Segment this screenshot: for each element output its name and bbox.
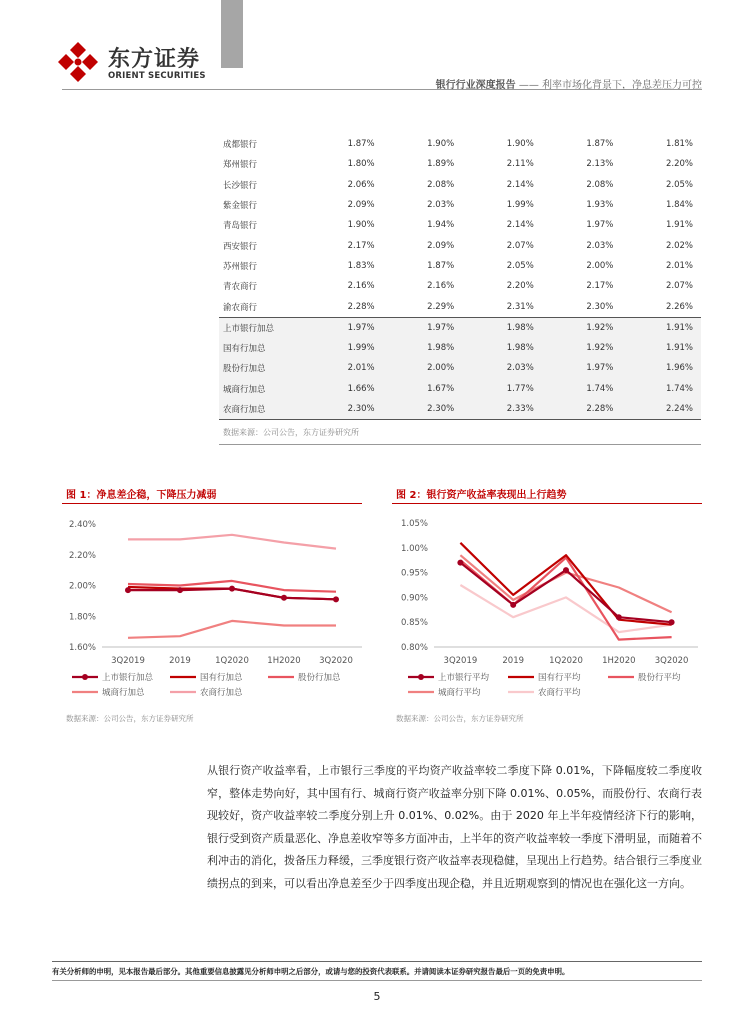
table-cell-value: 1.98% [383, 338, 463, 358]
x-tick-label: 1H2020 [602, 656, 636, 666]
table-cell-value: 1.81% [665, 139, 693, 150]
table-row [219, 134, 701, 154]
x-tick-label: 3Q2020 [319, 656, 353, 666]
table-cell-value: 2.08% [586, 179, 614, 190]
table-cell-value: 1.98% [462, 338, 542, 358]
table-cell-bank-name: 渝农商行 [223, 302, 258, 313]
table-row [219, 399, 701, 420]
table-cell-value: 1.83% [347, 260, 375, 271]
legend-label: 农商行平均 [538, 688, 581, 698]
table-cell-value: 1.92% [542, 338, 622, 358]
table-row [219, 379, 701, 399]
table-row [219, 256, 701, 276]
table-row [219, 195, 701, 215]
data-point [125, 587, 131, 593]
table-cell-value: 2.17% [347, 240, 375, 251]
table-cell-value: 2.11% [506, 159, 534, 170]
table-cell-value: 1.94% [427, 220, 455, 231]
table-cell-value: 1.87% [586, 139, 614, 150]
legend-label: 农商行加总 [200, 688, 243, 698]
table-cell-value: 1.92% [542, 317, 622, 338]
legend-label: 上市银行加总 [102, 673, 154, 683]
data-point [281, 595, 287, 601]
table-cell-value: 2.33% [462, 399, 542, 420]
table-source-row [219, 420, 701, 445]
table-cell-bank-name: 郑州银行 [223, 160, 258, 171]
table-cell-bank-name: 长沙银行 [223, 180, 258, 191]
y-tick-label: 1.05% [400, 519, 428, 529]
table-cell-bank-name: 股份行加总 [219, 358, 303, 378]
series-line [128, 535, 336, 549]
table-cell-value: 1.77% [462, 379, 542, 399]
legend-label: 股份行平均 [638, 673, 681, 683]
table-cell-bank-name: 农商行加总 [219, 399, 303, 420]
data-point [669, 619, 675, 625]
legend-label: 城商行加总 [102, 688, 145, 698]
table-cell-value: 2.00% [383, 358, 463, 378]
report-subtitle: —— 利率市场化背景下，净息差压力可控 [518, 80, 702, 91]
y-tick-label: 0.80% [400, 643, 428, 653]
footer-divider-top [52, 961, 702, 962]
table-cell-bank-name: 紫金银行 [223, 201, 258, 212]
header-gray-bar [221, 0, 243, 68]
table-cell-value: 1.90% [427, 139, 455, 150]
table-cell-value: 2.13% [586, 159, 614, 170]
table-cell-value: 2.16% [427, 281, 455, 292]
table-cell-value: 2.29% [427, 301, 455, 312]
data-point [177, 587, 183, 593]
table-cell-value: 2.28% [347, 301, 375, 312]
table-cell-value: 1.90% [506, 139, 534, 150]
table-cell-value: 2.05% [506, 260, 534, 271]
table-cell-bank-name: 青农商行 [223, 282, 258, 293]
figure-1-title: 图 1：净息差企稳，下降压力减弱 [66, 490, 217, 501]
table-cell-value: 2.16% [347, 281, 375, 292]
table-row [219, 154, 701, 174]
table-cell-value: 2.28% [542, 399, 622, 420]
table-cell-value: 2.00% [586, 260, 614, 271]
series-line [460, 585, 671, 632]
table-cell-bank-name: 国有行加总 [219, 338, 303, 358]
x-tick-label: 2019 [169, 656, 191, 666]
legend-label: 国有行平均 [538, 673, 581, 683]
y-tick-label: 2.20% [68, 550, 96, 561]
table-cell-value: 2.03% [427, 200, 455, 211]
table-cell-value: 2.20% [665, 159, 693, 170]
table-cell-value: 2.26% [665, 301, 693, 312]
x-tick-label: 1Q2020 [549, 656, 583, 666]
table-cell-value: 2.03% [586, 240, 614, 251]
table-cell-value: 2.08% [427, 179, 455, 190]
table-row [219, 358, 701, 378]
x-tick-label: 3Q2020 [654, 656, 689, 666]
x-tick-label: 1H2020 [267, 656, 301, 666]
y-tick-label: 2.40% [68, 520, 96, 530]
table-cell-value: 1.87% [427, 260, 455, 271]
legend-label: 城商行平均 [438, 688, 481, 698]
table-cell-value: 1.67% [383, 379, 463, 399]
table-cell-value: 1.84% [665, 200, 693, 211]
table-row [219, 317, 701, 338]
table-cell-value: 1.91% [621, 338, 701, 358]
footer-disclaimer: 有关分析师的申明，见本报告最后部分。其他重要信息披露见分析师申明之后部分，或请与您的投资代表联系。并请阅读本证券研究报告最后一页的免责申明。 [52, 967, 570, 976]
table-cell-value: 1.93% [586, 200, 614, 211]
table-cell-value: 1.97% [303, 317, 383, 338]
data-point [563, 567, 569, 573]
header-divider [62, 89, 702, 90]
table-source: 数据来源：公司公告，东方证券研究所 [219, 420, 701, 445]
table-cell-bank-name: 城商行加总 [219, 379, 303, 399]
table-cell-value: 1.97% [586, 220, 614, 231]
x-tick-label: 2019 [502, 656, 525, 666]
table-cell-value: 2.14% [506, 179, 534, 190]
table-cell-value: 1.98% [462, 317, 542, 338]
y-tick-label: 0.90% [400, 593, 428, 604]
table-cell-value: 1.74% [542, 379, 622, 399]
table-cell-bank-name: 青岛银行 [223, 221, 258, 232]
table-cell-value: 2.09% [347, 200, 375, 211]
table-cell-value: 2.30% [303, 399, 383, 420]
table-cell-value: 1.91% [621, 317, 701, 338]
table-row [219, 175, 701, 195]
data-point [333, 596, 339, 602]
table-cell-value: 2.30% [586, 301, 614, 312]
brand-name-cn: 东方证券 [108, 47, 201, 72]
table-cell-value: 2.01% [665, 260, 693, 271]
table-cell-value: 2.05% [665, 179, 693, 190]
legend-marker [418, 674, 424, 680]
y-tick-label: 2.00% [68, 581, 96, 592]
table-cell-value: 1.90% [347, 220, 375, 231]
table-row [219, 276, 701, 296]
data-point [229, 586, 235, 592]
table-cell-value: 1.89% [427, 159, 455, 170]
orient-securities-logo-icon [56, 40, 100, 84]
table-cell-value: 2.14% [506, 220, 534, 231]
x-tick-label: 3Q2019 [111, 656, 145, 666]
y-tick-label: 1.80% [68, 612, 96, 623]
page-number: 5 [373, 990, 381, 1003]
legend-label: 国有行加总 [200, 673, 243, 683]
table-cell-value: 2.30% [383, 399, 463, 420]
table-cell-value: 1.66% [303, 379, 383, 399]
y-tick-label: 1.60% [68, 643, 96, 653]
legend-label: 上市银行平均 [438, 673, 490, 683]
table-cell-bank-name: 西安银行 [223, 241, 258, 252]
table-row [219, 235, 701, 255]
table-cell-value: 1.87% [347, 139, 375, 150]
table-cell-value: 2.06% [347, 179, 375, 190]
legend-marker [82, 674, 88, 680]
data-point [510, 602, 516, 608]
legend-label: 股份行加总 [298, 673, 341, 683]
table-cell-value: 1.99% [506, 200, 534, 211]
y-tick-label: 0.95% [400, 568, 428, 579]
table-cell-value: 2.02% [665, 240, 693, 251]
table-cell-bank-name: 成都银行 [223, 140, 258, 151]
table-cell-value: 1.80% [347, 159, 375, 170]
figure-2-title: 图 2：银行资产收益率表现出上行趋势 [396, 490, 567, 501]
report-type: 银行行业深度报告 [435, 80, 516, 91]
figure-2-title-rule [392, 503, 702, 504]
table-cell-value: 2.24% [621, 399, 701, 420]
table-cell-value: 1.96% [621, 358, 701, 378]
table-cell-value: 1.97% [542, 358, 622, 378]
table-cell-value: 1.74% [621, 379, 701, 399]
y-tick-label: 1.00% [400, 543, 428, 554]
series-line [128, 621, 336, 638]
figure-1-title-rule [62, 503, 362, 504]
figure-2-source: 数据来源：公司公告，东方证券研究所 [396, 714, 524, 723]
table-cell-value: 2.20% [506, 281, 534, 292]
table-cell-value: 2.09% [427, 240, 455, 251]
series-line [460, 543, 671, 625]
table-row [219, 338, 701, 358]
brand-name-en: ORIENT SECURITIES [108, 71, 206, 81]
x-tick-label: 1Q2020 [215, 656, 249, 666]
table-cell-value: 2.03% [462, 358, 542, 378]
x-tick-label: 3Q2019 [443, 656, 478, 666]
table-cell-value: 2.17% [586, 281, 614, 292]
y-tick-label: 0.85% [400, 618, 428, 629]
figure-2-chart [392, 508, 702, 708]
data-point [457, 560, 463, 566]
table-row [219, 296, 701, 317]
table-cell-value: 1.99% [303, 338, 383, 358]
table-cell-value: 2.01% [303, 358, 383, 378]
footer-divider-bottom [52, 980, 702, 981]
table-row [219, 215, 701, 235]
table-cell-value: 1.91% [665, 220, 693, 231]
figure-1-source: 数据来源：公司公告，东方证券研究所 [66, 714, 194, 723]
table-cell-value: 2.31% [506, 301, 534, 312]
table-cell-bank-name: 苏州银行 [223, 261, 258, 272]
figure-1-chart [62, 508, 362, 708]
table-cell-value: 2.07% [665, 281, 693, 292]
table-cell-bank-name: 上市银行加总 [219, 317, 303, 338]
data-point [616, 614, 622, 620]
table-cell-value: 2.07% [506, 240, 534, 251]
body-paragraph: 从银行资产收益率看，上市银行三季度的平均资产收益率较二季度下降 0.01%，下降幅度较二季度收窄，整体走势向好，其中国有行、城商行资产收益率分别下降 0.01%、0.05%，而股份行、农商行表现较好，资产收益率较二季度分别上升 0.01%、0.02%。由于 2020 年上半年疫情经济下行的影响，银行受到资产质量恶化、净息差收窄等多方面冲击，上半年的资产收益率较一季度下滑明显，而随着不利冲击的消化，拨备压力释缓，三季度银行资产收益率表现稳健，呈现出上行趋势。结合银行三季度业绩拐点的到来，可以看出净息差至少于四季度出现企稳，并且近期观察到的情况也在强化这一方向。 [207, 764, 702, 890]
table-cell-value: 1.97% [383, 317, 463, 338]
nim-table [219, 134, 701, 445]
